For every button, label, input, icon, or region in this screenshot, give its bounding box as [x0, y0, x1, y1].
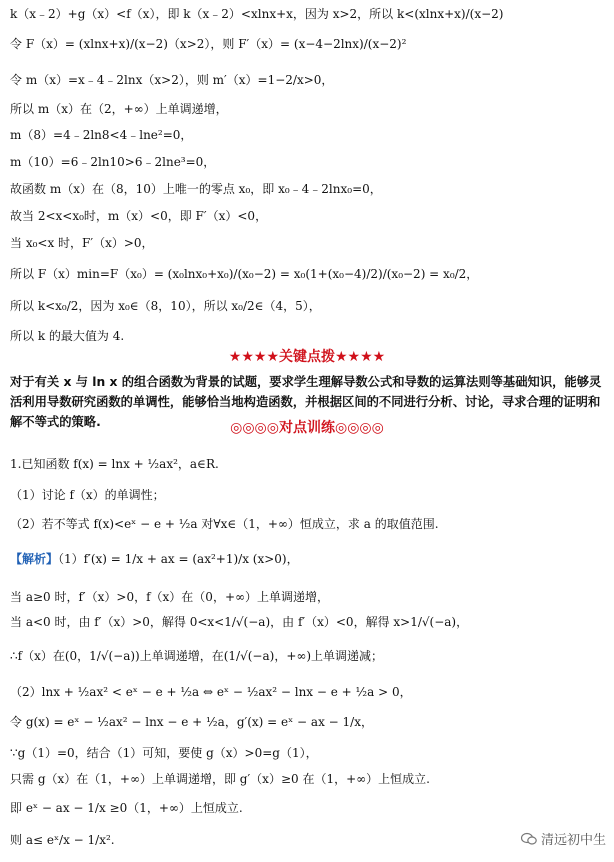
analysis-line-8: 只需 g（x）在（1，+∞）上单调递增，即 g′（x）≥0 在（1，+∞）上恒成立. [10, 772, 430, 786]
section-heading-practice: ◎◎◎◎对点训练◎◎◎◎ [230, 420, 384, 436]
analysis-line-9: 即 eˣ − ax − 1/x ≥0（1，+∞）上恒成立. [10, 801, 243, 815]
line-2: 令 F（x）= (xlnx+x)/(x−2)（x>2），则 F′（x）= (x−4−2lnx)/(x−2)² [10, 37, 407, 51]
line-7: 故函数 m（x）在（8，10）上唯一的零点 x₀，即 x₀﹣4﹣2lnx₀=0， [10, 182, 382, 196]
analysis-line-10: 则 a≤ eˣ/x − 1/x². [10, 833, 115, 847]
watermark [521, 829, 606, 848]
key-points-paragraph: 对于有关 x 与 ln x 的组合函数为背景的试题，要求学生理解导数公式和导数的运算法则等基础知识，能够灵活利用导数研究函数的单调性，能够恰当地构造函数，并根据区间的不同进行分析、讨论，寻求合理的证明和解不等式的策略. [10, 375, 602, 429]
analysis-text: （1）f′(x) = 1/x + ax = (ax²+1)/x (x>0)， [58, 552, 299, 566]
line-4: 所以 m（x）在（2，+∞）上单调递增， [10, 102, 228, 116]
line-8: 故当 2<x<x₀时，m（x）<0，即 F′（x）<0， [10, 209, 268, 223]
analysis-label: 【解析】 [10, 552, 59, 566]
analysis-line-4: ∴f（x）在(0，1/√(−a))上单调递增，在(1/√(−a)，+∞)上单调递减； [10, 649, 384, 663]
line-5: m（8）=4﹣2ln8<4﹣lne²=0， [10, 128, 193, 142]
analysis-line-3: 当 a<0 时，由 f′（x）>0，解得 0<x<1/√(−a)，由 f′（x）<0，解得 x>1/√(−a)， [10, 615, 469, 629]
line-11: 所以 k<x₀/2，因为 x₀∈（8，10），所以 x₀/2∈（4，5）， [10, 299, 321, 313]
analysis-line-2: 当 a≥0 时，f′（x）>0，f（x）在（0，+∞）上单调递增， [10, 590, 329, 604]
problem-part-2: （2）若不等式 f(x)<eˣ − e + ½a 对∀x∈（1，+∞）恒成立，求 a 的取值范围. [10, 517, 439, 531]
problem-statement: 1.已知函数 f(x) = lnx + ½ax²，a∈R. [10, 457, 219, 471]
problem-part-1: （1）讨论 f（x）的单调性； [10, 488, 165, 502]
line-6: m（10）=6﹣2ln10>6﹣2lne³=0， [10, 155, 216, 169]
chat-bubble-icon [521, 832, 537, 846]
section-heading-key-points: ★★★★关键点拨★★★★ [228, 349, 386, 365]
line-10: 所以 F（x）min=F（x₀）= (x₀lnx₀+x₀)/(x₀−2) = x₀(1+(x₀−4)/2)/(x₀−2) = x₀/2， [10, 267, 479, 281]
analysis-line-7: ∵g（1）=0，结合（1）可知，要使 g（x）>0=g（1）， [10, 746, 318, 760]
watermark-text: 清远初中生 [540, 833, 606, 848]
line-3: 令 m（x）=x﹣4﹣2lnx（x>2），则 m′（x）=1−2/x>0， [10, 73, 334, 87]
analysis-line-5: （2）lnx + ½ax² < eˣ − e + ½a ⇔ eˣ − ½ax² − lnx − e + ½a > 0， [10, 685, 412, 699]
analysis-line [10, 551, 299, 567]
line-9: 当 x₀<x 时，F′（x）>0， [10, 236, 154, 250]
analysis-line-6: 令 g(x) = eˣ − ½ax² − lnx − e + ½a，g′(x) = eˣ − ax − 1/x， [10, 715, 373, 729]
line-12: 所以 k 的最大值为 4. [10, 329, 125, 343]
line-1: k（x﹣2）+g（x）<f（x），即 k（x﹣2）<xlnx+x，因为 x>2，所以 k<(xlnx+x)/(x−2) [10, 7, 504, 21]
